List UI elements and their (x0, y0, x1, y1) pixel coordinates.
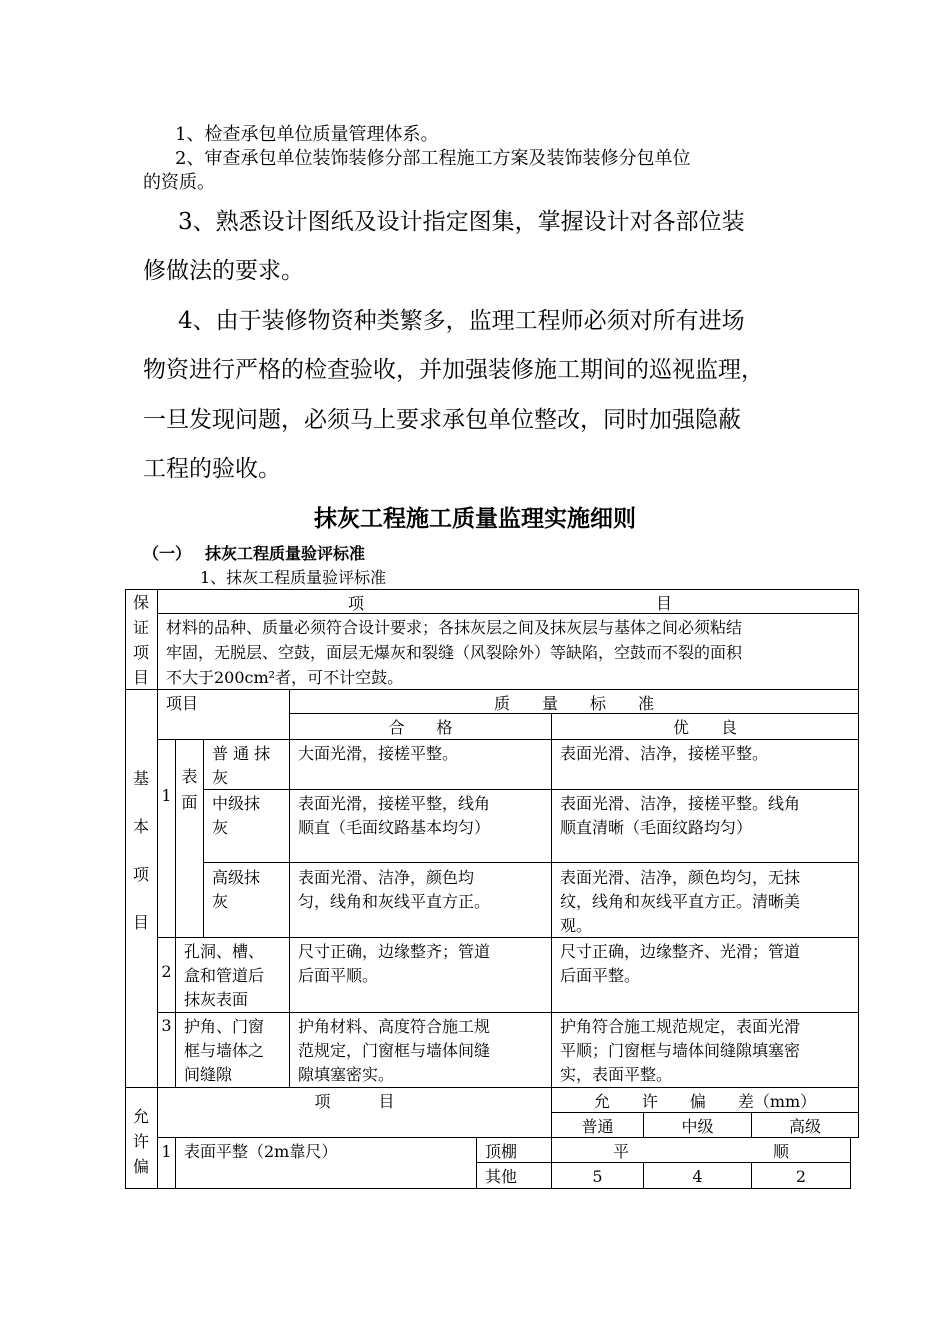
tolerance-col-advanced: 高级 (788, 1117, 821, 1136)
name-line: 中级抹 (212, 794, 261, 813)
name-line: 灰 (212, 892, 229, 911)
name-line: 普 通 抹 (212, 744, 271, 763)
tolerance-col-intermediate: 中级 (681, 1117, 714, 1136)
basic-row-advanced-good (552, 864, 858, 940)
guarantee-label-char: 证 (132, 618, 149, 637)
name-line: 灰 (212, 768, 229, 787)
tolerance-label-char: 许 (132, 1132, 149, 1151)
name-line: 灰 (212, 818, 229, 837)
basic-row-3-name (176, 1013, 289, 1089)
pass-line: 护角材料、高度符合施工规 (298, 1017, 491, 1036)
basic-label-char: 基 (132, 769, 149, 788)
document-title: 抹灰工程施工质量监理实施细则 (314, 506, 636, 532)
guarantee-label-char: 目 (132, 668, 149, 687)
basic-row-ordinary-good (552, 740, 858, 768)
guarantee-content-line: 牢固，无脱层、空鼓，面层无爆灰和裂缝（风裂除外）等缺陷，空鼓而不裂的面积 (166, 643, 743, 662)
basic-row-2-good (552, 938, 858, 990)
section-title: 抹灰工程质量验评标准 (205, 544, 366, 563)
pass-line: 后面平顺。 (298, 966, 379, 985)
tolerance-label-char: 允 (132, 1107, 149, 1126)
basic-row-2-name (176, 938, 289, 1014)
tolerance-label (125, 1104, 157, 1179)
tolerance-header-item: 项 目 (314, 1092, 395, 1111)
intro-paragraph-4-line-1: 4、由于装修物资种类繁多，监理工程师必须对所有进场 (178, 308, 745, 334)
tolerance-sub-ceiling: 顶棚 (485, 1142, 518, 1161)
tolerance-header-deviation: 允 许 偏 差（mm） (593, 1092, 817, 1111)
tolerance-col-ordinary: 普通 (581, 1117, 614, 1136)
intro-paragraph-4-line-2: 物资进行严格的检查验收，并加强装修施工期间的巡视监理， (143, 357, 764, 383)
tolerance-other-intermediate: 4 (692, 1167, 703, 1186)
basic-header-good: 优 良 (672, 718, 737, 737)
basic-label (125, 755, 157, 947)
basic-label-char: 本 (132, 817, 149, 836)
intro-paragraph-2-line-1: 2、审查承包单位装饰装修分部工程施工方案及装饰装修分包单位 (175, 148, 691, 169)
good-line: 护角符合施工规范规定，表面光滑 (560, 1017, 801, 1036)
pass-line: 范规定，门窗框与墙体间缝 (298, 1041, 491, 1060)
guarantee-content (158, 614, 859, 691)
intro-paragraph-4-line-3: 一旦发现问题，必须马上要求承包单位整改，同时加强隐蔽 (143, 407, 741, 433)
guarantee-label-char: 项 (132, 643, 149, 662)
good-line: 顺直清晰（毛面纹路均匀） (560, 818, 753, 837)
good-line: 表面光滑、洁净，接槎平整。线角 (560, 794, 801, 813)
good-line: 尺寸正确，边缘整齐、光滑；管道 (560, 942, 801, 961)
basic-row-1-number: 1 (161, 786, 172, 805)
good-line: 平顺；门窗框与墙体间缝隙填塞密 (560, 1041, 801, 1060)
good-line: 表面光滑、洁净，颜色均匀，无抹 (560, 868, 801, 887)
basic-row-ordinary-pass (290, 740, 551, 768)
group-label-char: 表 (181, 767, 198, 786)
basic-row-3-pass (290, 1013, 551, 1089)
name-line: 高级抹 (212, 868, 261, 887)
name-line: 盒和管道后 (184, 966, 265, 985)
pass-line: 隙填塞密实。 (298, 1065, 395, 1084)
basic-header-item: 项目 (166, 694, 199, 713)
table-caption: 1、抹灰工程质量验评标准 (200, 568, 387, 587)
pass-line: 大面光滑，接槎平整。 (298, 744, 459, 763)
pass-line: 尺寸正确，边缘整齐；管道 (298, 942, 491, 961)
section-number: （一） (143, 544, 192, 563)
intro-paragraph-3-line-1: 3、熟悉设计图纸及设计指定图集，掌握设计对各部位装 (178, 209, 745, 235)
intro-paragraph-1: 1、检查承包单位质量管理体系。 (175, 124, 439, 145)
guarantee-header-item: 项 (348, 594, 365, 613)
guarantee-content-line: 材料的品种、质量必须符合设计要求；各抹灰层之间及抹灰层与基体之间必须粘结 (166, 618, 743, 637)
basic-row-3-number: 3 (161, 1016, 172, 1035)
tolerance-ceiling-value: 平 顺 (612, 1142, 789, 1161)
basic-header-pass: 合 格 (388, 718, 453, 737)
basic-row-intermediate-pass (290, 790, 551, 842)
tolerance-other-ordinary: 5 (592, 1167, 603, 1186)
tolerance-label-char: 偏 (132, 1157, 149, 1176)
name-line: 孔洞、槽、 (184, 942, 265, 961)
basic-row-advanced-pass (290, 864, 551, 916)
guarantee-content-line: 不大于200cm²者，可不计空鼓。 (166, 668, 404, 687)
basic-row-advanced-name (204, 864, 289, 916)
good-line: 后面平整。 (560, 966, 641, 985)
guarantee-label (125, 590, 157, 690)
good-line: 纹，线角和灰线平直方正。清晰美 (560, 892, 801, 911)
good-line: 表面光滑、洁净，接槎平整。 (560, 744, 769, 763)
basic-row-intermediate-good (552, 790, 858, 842)
pass-line: 表面光滑、洁净，颜色均 (298, 868, 475, 887)
name-line: 框与墙体之 (184, 1041, 265, 1060)
intro-paragraph-3-line-2: 修做法的要求。 (143, 258, 304, 284)
name-line: 护角、门窗 (184, 1017, 265, 1036)
basic-row-3-good (552, 1013, 858, 1089)
pass-line: 顺直（毛面纹路基本均匀） (298, 818, 491, 837)
intro-paragraph-2-line-2: 的资质。 (143, 172, 215, 193)
tolerance-sub-other: 其他 (485, 1167, 518, 1186)
basic-label-char: 目 (132, 913, 149, 932)
basic-row-1-group-label (176, 764, 203, 816)
intro-paragraph-4-line-4: 工程的验收。 (143, 456, 281, 482)
tolerance-row-1-name: 表面平整（2m靠尺） (184, 1142, 338, 1161)
basic-row-2-number: 2 (161, 962, 172, 981)
basic-row-ordinary-name (204, 740, 289, 792)
basic-label-char: 项 (132, 865, 149, 884)
basic-row-2-pass (290, 938, 551, 990)
group-label-char: 面 (181, 793, 198, 812)
name-line: 间缝隙 (184, 1065, 233, 1084)
pass-line: 表面光滑，接槎平整，线角 (298, 794, 491, 813)
guarantee-label-char: 保 (132, 593, 149, 612)
good-line: 观。 (560, 916, 593, 935)
basic-header-quality: 质 量 标 准 (493, 694, 654, 713)
pass-line: 匀，线角和灰线平直方正。 (298, 892, 491, 911)
basic-row-intermediate-name (204, 790, 289, 842)
guarantee-header-mu: 目 (656, 594, 673, 613)
tolerance-row-1-number: 1 (161, 1142, 172, 1161)
tolerance-other-advanced: 2 (795, 1167, 807, 1186)
good-line: 实，表面平整。 (560, 1065, 673, 1084)
name-line: 抹灰表面 (184, 990, 249, 1009)
